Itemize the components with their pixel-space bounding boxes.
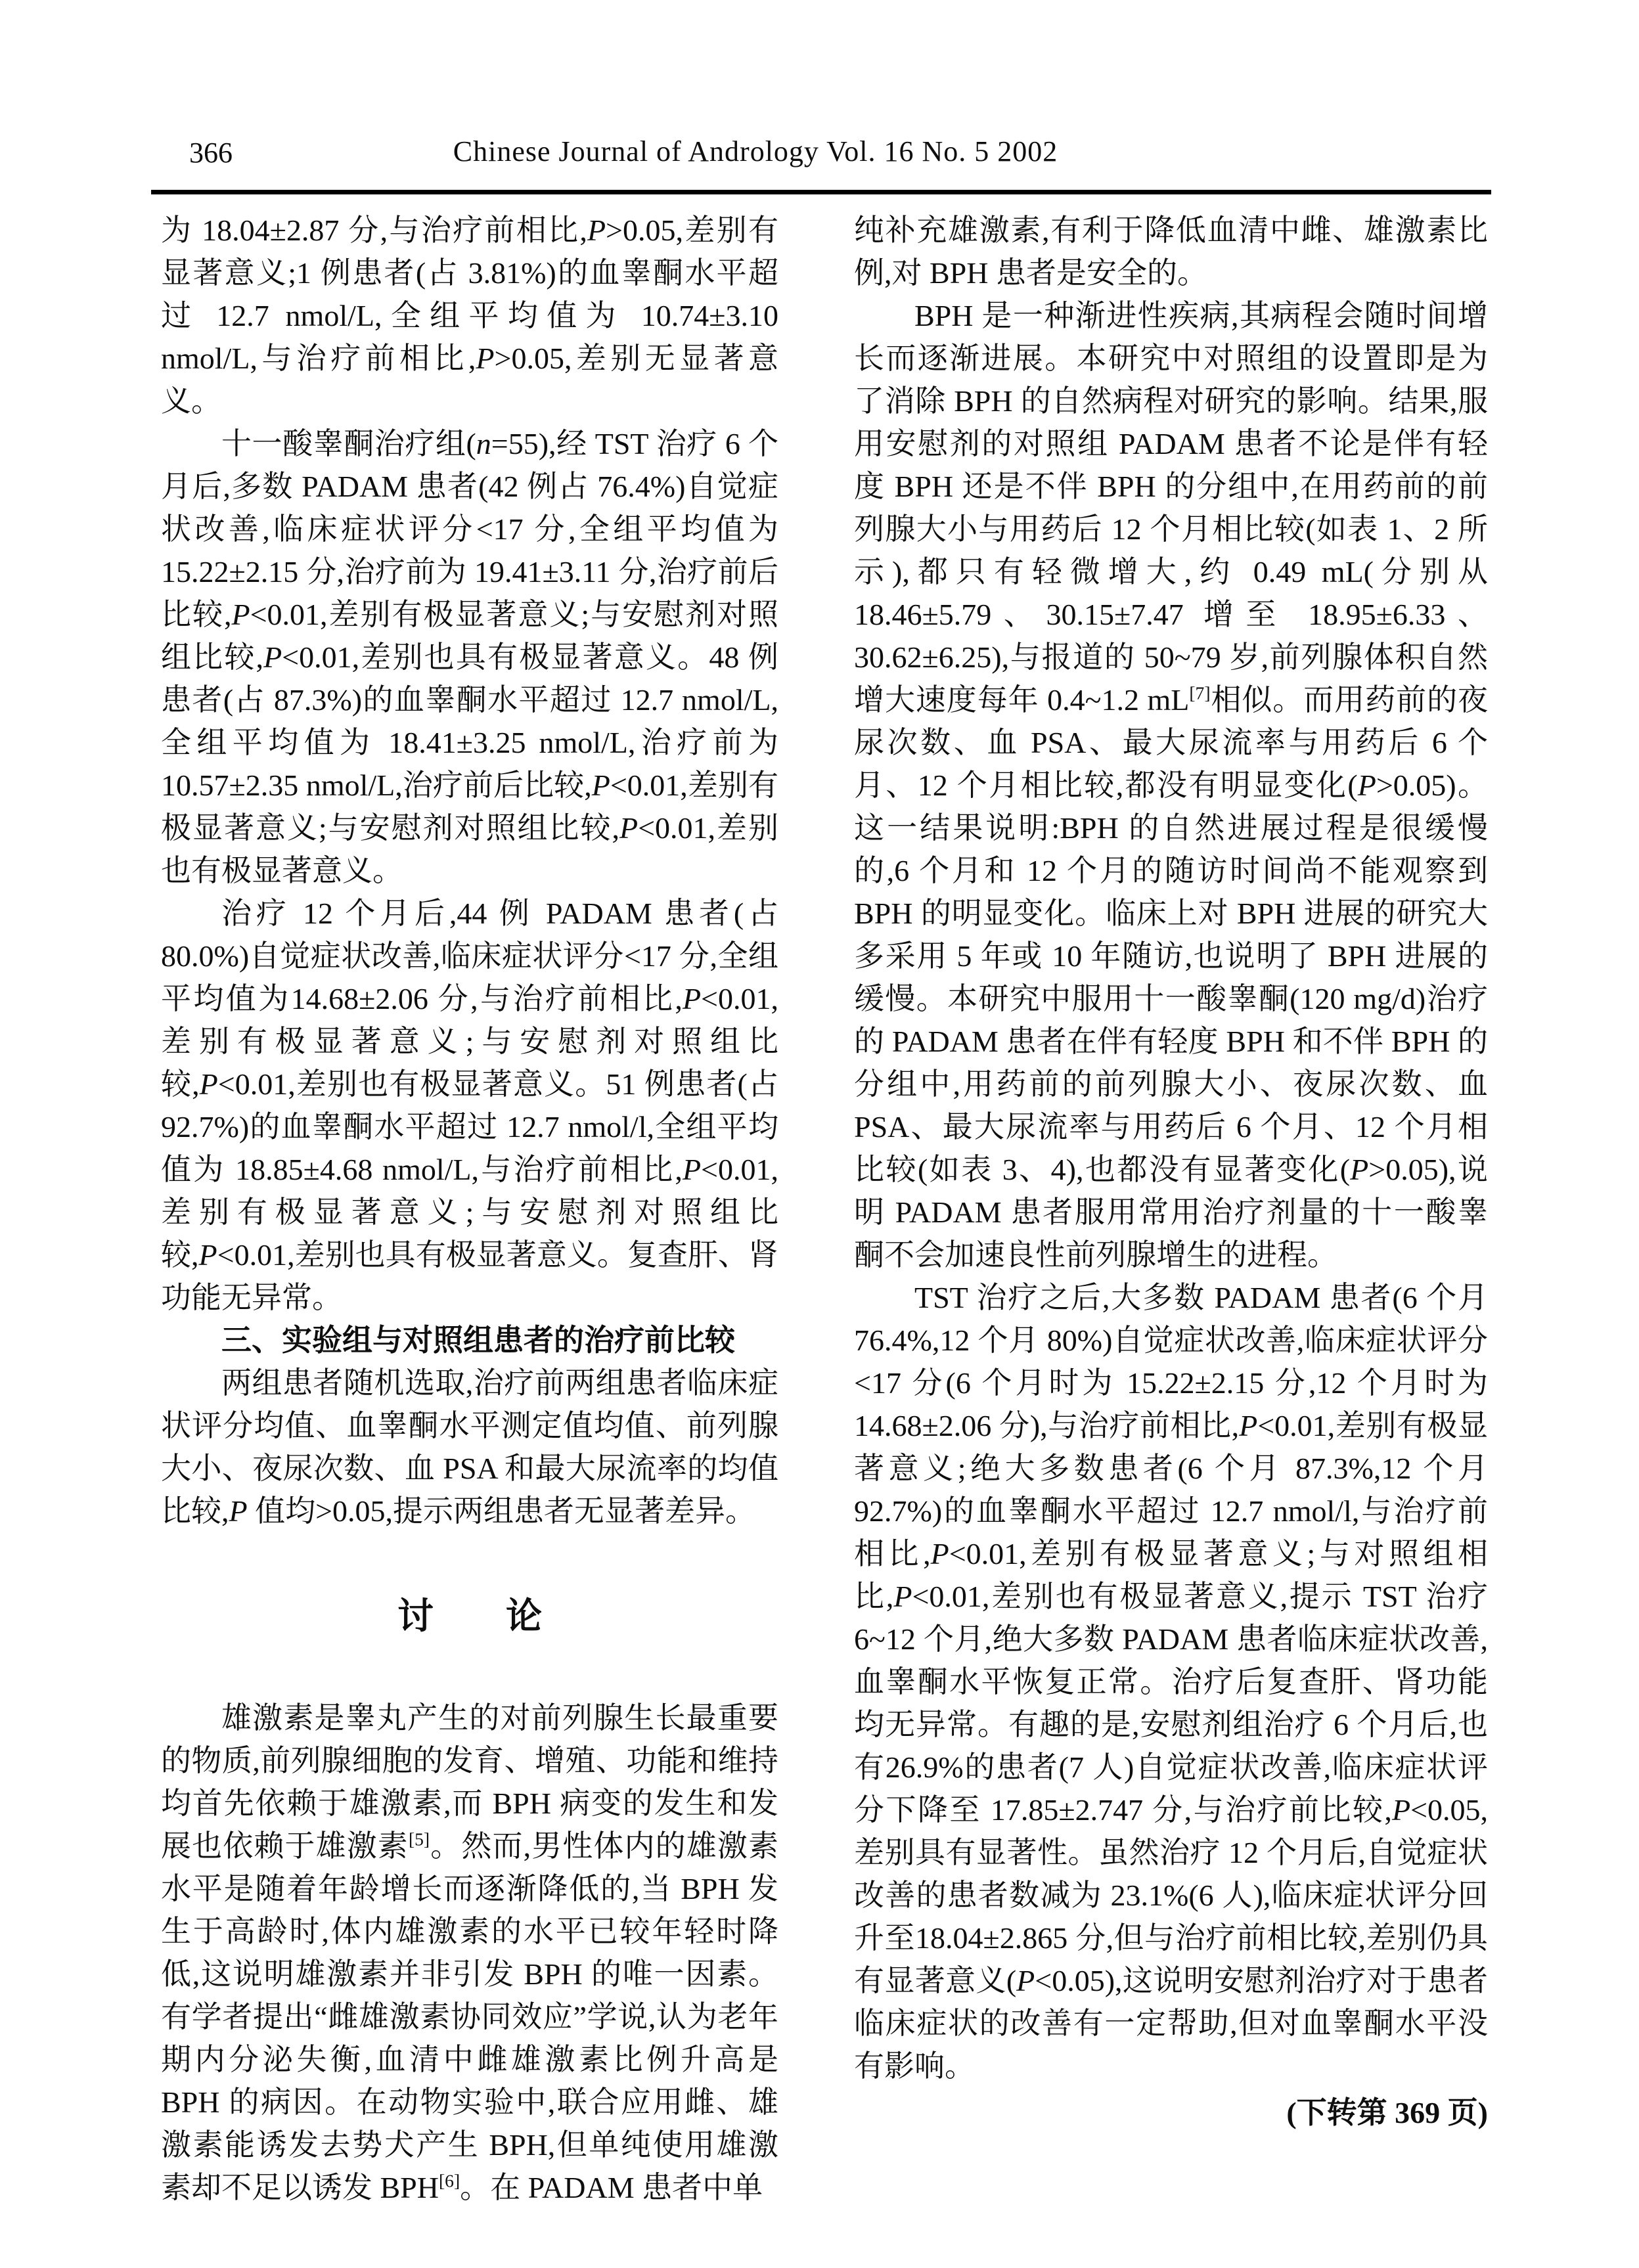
paragraph: BPH 是一种渐进性疾病,其病程会随时间增长而逐渐进展。本研究中对照组的设置即是为了消除 BPH 的自然病程对研究的影响。结果,服用安慰剂的对照组 PADAM 患者不论是伴有轻度 BPH 还是不伴 BPH 的分组中,在用药前的前列腺大小与用药后 12 个月相比较(如表 1、2 所示),都只有轻微增大,约 0.49 mL(分别从18.46±5.79、30.15±7.47 增至 18.95±6.33、30.62±6.25),与报道的 50~79 岁,前列腺体积自然增大速度每年 0.4~1.2 mL[7]相似。而用药前的夜尿次数、血 PSA、最大尿流率与用药后 6 个月、12 个月相比较,都没有明显变化(P>0.05)。这一结果说明:BPH 的自然进展过程是很缓慢的,6 个月和 12 个月的随访时间尚不能观察到 BPH 的明显变化。临床上对 BPH 进展的研究大多采用 5 年或 10 年随访,也说明了 BPH 进展的缓慢。本研究中服用十一酸睾酮(120 mg/d)治疗的 PADAM 患者在伴有轻度 BPH 和不伴 BPH 的分组中,用药前的前列腺大小、夜尿次数、血 PSA、最大尿流率与用药后 6 个月、12 个月相比较(如表 3、4),也都没有显著变化(P>0.05),说明 PADAM 患者服用常用治疗剂量的十一酸睾酮不会加速良性前列腺增生的进程。 [854,299,1489,1272]
paragraph: TST 治疗之后,大多数 PADAM 患者(6 个月 76.4%,12 个月 80%)自觉症状改善,临床症状评分<17 分(6 个月时为 15.22±2.15 分,12 个月时为 14.68±2.06 分),与治疗前相比,P<0.01,差别有极显著意义;绝大多数患者(6 个月 87.3%,12 个月 92.7%)的血睾酮水平超过 12.7 nmol/l,与治疗前相比,P<0.01,差别有极显著意义;与对照组相比,P<0.01,差别也有极显著意义,提示 TST 治疗 6~12 个月,绝大多数 PADAM 患者临床症状改善,血睾酮水平恢复正常。治疗后复查肝、肾功能均无异常。有趣的是,安慰剂组治疗 6 个月后,也有26.9%的患者(7 人)自觉症状改善,临床症状评分下降至 17.85±2.747 分,与治疗前比较,P<0.05,差别具有显著性。虽然治疗 12 个月后,自觉症状改善的患者数减为 23.1%(6 人),临床症状评分回升至18.04±2.865 分,但与治疗前相比较,差别仍具有显著意义(P<0.05),这说明安慰剂治疗对于患者临床症状的改善有一定帮助,但对血睾酮水平没有影响。 [854,1281,1488,2083]
section-heading-discussion: 讨 论 [397,1596,542,1636]
header-rule [151,190,1491,194]
paragraph: 雄激素是睾丸产生的对前列腺生长最重要的物质,前列腺细胞的发育、增殖、功能和维持均首先依赖于雄激素,而 BPH 病变的发生和发展也依赖于雄激素[5]。然而,男性体内的雄激素水平是随着年龄增长而逐渐降低的,当 BPH 发生于高龄时,体内雄激素的水平已较年轻时降低,这说明雄激素并非引发 BPH 的唯一因素。有学者提出“雌雄激素协同效应”学说,认为老年期内分泌失衡,血清中雌雄激素比例升高是 BPH 的病因。在动物实验中,联合应用雌、雄激素能诱发去势犬产生 BPH,但单纯使用雄激素却不足以诱发 BPH[6]。在 PADAM 患者中单 [161,1701,779,2204]
paragraph: 治疗 12 个月后,44 例 PADAM 患者(占 80.0%)自觉症状改善,临床症状评分<17 分,全组平均值为14.68±2.06 分,与治疗前相比,P<0.01,差别有极显著意义;与安慰剂对照组比较,P<0.01,差别也有极显著意义。51 例患者(占92.7%)的血睾酮水平超过 12.7 nmol/l,全组平均值为 18.85±4.68 nmol/L,与治疗前相比,P<0.01,差别有极显著意义;与安慰剂对照组比较,P<0.01,差别也具有极显著意义。复查肝、肾功能无异常。 [161,897,778,1314]
right-column [854,209,1488,2134]
continuation-note: (下转第 369 页) [1286,2096,1488,2129]
page-number: 366 [189,137,233,169]
paragraph: 两组患者随机选取,治疗前两组患者临床症状评分均值、血睾酮水平测定值均值、前列腺大小、夜尿次数、血 PSA 和最大尿流率的均值比较,P 值均>0.05,提示两组患者无显著差异。 [161,1366,778,1528]
journal-title: Chinese Journal of Andrology Vol. 16 No. 5 2002 [453,135,1058,167]
paragraph: 十一酸睾酮治疗组(n=55),经 TST 治疗 6 个月后,多数 PADAM 患者(42 例占 76.4%)自觉症状改善,临床症状评分<17 分,全组平均值为 15.22±2.15 分,治疗前为 19.41±3.11 分,治疗前后比较,P<0.01,差别有极显著意义;与安慰剂对照组比较,P<0.01,差别也具有极显著意义。48 例患者(占 87.3%)的血睾酮水平超过 12.7 nmol/L,全组平均值为 18.41±3.25 nmol/L,治疗前为 10.57±2.35 nmol/L,治疗前后比较,P<0.01,差别有极显著意义;与安慰剂对照组比较,P<0.01,差别也有极显著意义。 [161,427,779,887]
left-column [161,209,778,2209]
paragraph: 为 18.04±2.87 分,与治疗前相比,P>0.05,差别有显著意义;1 例患者(占 3.81%)的血睾酮水平超过 12.7 nmol/L,全组平均值为 10.74±3.10 nmol/L,与治疗前相比,P>0.05,差别无显著意义。 [161,213,778,418]
subsection-heading: 三、实验组与对照组患者的治疗前比较 [221,1323,735,1357]
paragraph: 纯补充雄激素,有利于降低血清中雌、雄激素比例,对 BPH 患者是安全的。 [854,213,1488,290]
